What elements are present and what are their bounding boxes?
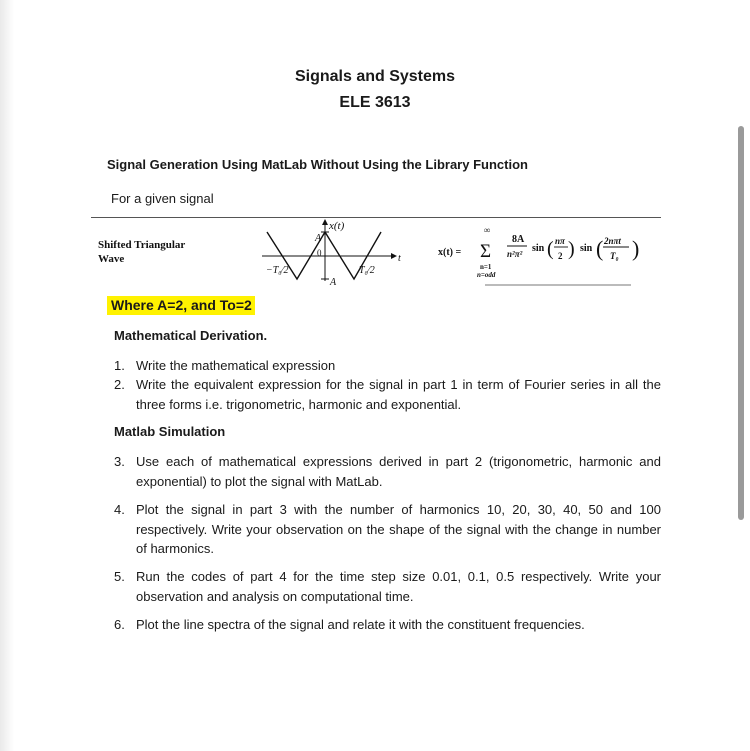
given-values: Where A=2, and To=2 [107,296,255,315]
list-item-number: 2. [114,377,125,392]
derivation-heading: Mathematical Derivation. [114,328,268,343]
coef-num: 8A [512,234,525,245]
list-item-text: Run the codes of part 4 for the time step size 0.01, 0.1, 0.5 respectively. Write your observation and analysis on computational time. [136,569,661,604]
signal-figure [91,219,661,291]
sin1: sin [532,243,545,254]
list-item-number: 3. [114,454,125,469]
list-item [114,356,661,376]
list-item-text: Write the equivalent expression for the signal in part 1 in term of Fourier series in all the three forms i.e. trigonometric, harmonic and exponential. [136,377,661,412]
sum-bottom-2: n=odd [477,271,496,279]
list-item-number: 1. [114,358,125,373]
axis-t-label: t [398,253,401,264]
frac2-num: 2nπt [604,236,621,246]
list-item [114,615,661,635]
sum-bottom-1: n=1 [480,263,492,271]
list-item [114,567,661,606]
frac1-den: 2 [558,251,563,261]
list-item [114,500,661,559]
sum-top: ∞ [484,225,491,235]
simulation-heading: Matlab Simulation [114,424,226,439]
course-code: ELE 3613 [339,94,411,111]
paren1-open: ( [547,238,554,260]
paren1-close: ) [568,238,575,260]
signal-label-line2: Wave [98,253,125,265]
zero-label: 0 [317,248,322,258]
frac2-den: T₀ [610,251,619,261]
signal-label-line1: Shifted Triangular [98,239,186,251]
list-item-number: 6. [114,617,125,632]
axis-y-label: x(t) [329,220,345,232]
list-item-text: Plot the line spectra of the signal and relate it with the constituent frequencies. [136,617,585,632]
tick-pos-label: T₀⁄2 [359,265,375,276]
sum-symbol: Σ [480,241,492,262]
paren2-open: ( [596,236,604,261]
frac1-num: nπ [555,236,565,246]
intro-text: For a given signal [111,191,214,206]
amp-pos-label: A [315,233,322,244]
page-edge-shadow [0,0,14,751]
coef-den: n²π² [507,249,523,259]
scrollbar-thumb[interactable] [738,126,744,520]
list-item-text: Plot the signal in part 3 with the number of harmonics 10, 20, 30, 40, 50 and 100 respectively. Write your observation on the shape of the signal with the change in number of harmonics. [136,502,661,556]
paren2-close: ) [632,236,640,261]
time-axis-arrow [391,253,397,259]
list-item-number: 5. [114,569,125,584]
sin2: sin [580,243,593,254]
list-item [114,452,661,491]
amp-neg-label: A [330,277,337,288]
figure-top-rule [91,217,661,218]
course-title: Signals and Systems [294,68,456,85]
list-item-text: Write the mathematical expression [136,358,336,373]
tick-neg-label: −T₀⁄2 [266,265,289,276]
section-heading: Signal Generation Using MatLab Without Using the Library Function [107,157,528,172]
list-item-text: Use each of mathematical expressions derived in part 2 (trigonometric, harmonic and exponential) to plot the signal with MatLab. [136,454,661,489]
formula-lhs: x(t) = [438,247,462,258]
list-item [114,375,661,414]
list-item-number: 4. [114,502,125,517]
amplitude-axis-arrow [322,219,328,225]
